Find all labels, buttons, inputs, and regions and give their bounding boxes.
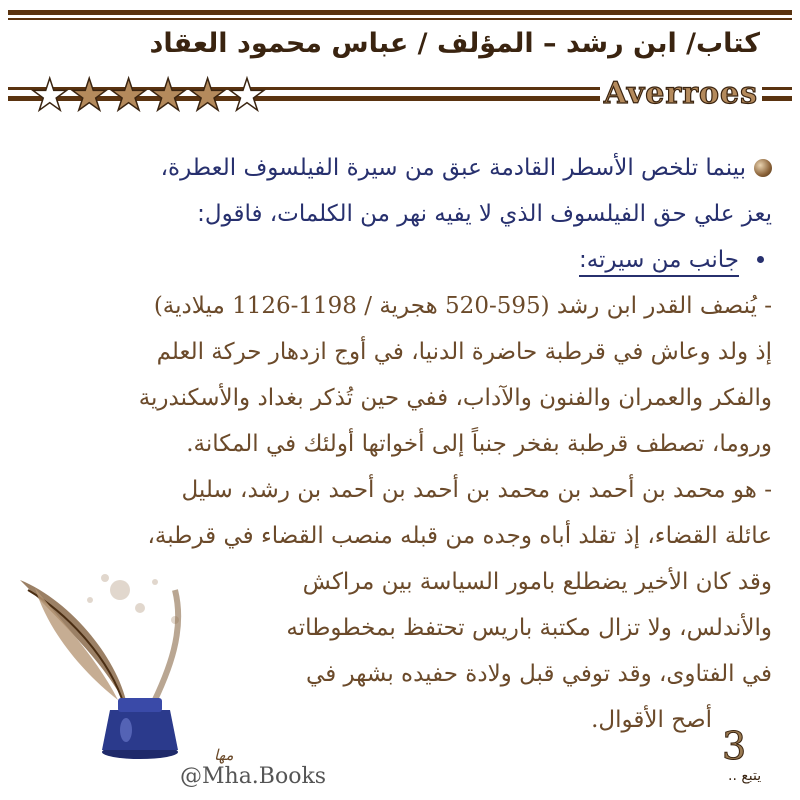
- paragraph-line: في الفتاوى، وقد توفي قبل ولادة حفيده بشهر في: [306, 661, 772, 687]
- author-handle: @Mha.Books: [180, 764, 327, 789]
- paragraph-line: - يُنصف القدر ابن رشد (595-520 هجرية / 1198-1126 ميلادية): [153, 293, 772, 319]
- intro-line: بينما تلخص الأسطر القادمة عبق من سيرة الفيلسوف العطرة،: [20, 145, 772, 191]
- rating-stars: [30, 70, 267, 121]
- paragraph-line: أصح الأقوال.: [591, 707, 712, 733]
- top-rule: [8, 10, 792, 15]
- bullet-bead-icon: [754, 159, 772, 177]
- signature: مها: [214, 746, 234, 764]
- paragraph-line: إذ ولد وعاش في قرطبة حاضرة الدنيا، في أوج ازدهار حركة العلم: [156, 339, 772, 365]
- brand-wordmark: Averroes: [600, 76, 762, 111]
- star-icon: ★: [148, 70, 188, 121]
- star-icon: ★: [30, 70, 70, 121]
- star-icon: ★: [69, 70, 109, 121]
- quill-inkwell-icon: [0, 560, 240, 760]
- bullet-icon: [757, 256, 764, 263]
- paragraph-line: والفكر والعمران والفنون والآداب، ففي حين تُذكر بغداد والأسكندرية: [138, 385, 772, 411]
- paragraph-line: وروما، تصطف قرطبة بفخر جنباً إلى أخواتها أولئك في المكانة.: [186, 431, 772, 457]
- top-rule-thin: [8, 18, 792, 20]
- page-number: 3: [722, 724, 747, 768]
- star-icon: ★: [187, 70, 228, 121]
- paragraph-line: - هو محمد بن أحمد بن محمد بن أحمد بن أحمد بن رشد، سليل: [181, 477, 772, 503]
- continued-label: يتبع ..: [728, 768, 762, 784]
- paragraph-line: عائلة القضاء، إذ تقلد أباه وجده من قبله منصب القضاء في قرطبة،: [147, 523, 772, 549]
- star-icon: ★: [108, 70, 149, 121]
- paragraph-line: وقد كان الأخير يضطلع بامور السياسة بين مراكش: [302, 569, 772, 595]
- star-icon: ★: [227, 70, 267, 121]
- paragraph-line: والأندلس، ولا تزال مكتبة باريس تحتفظ بمخطوطاته: [286, 615, 772, 641]
- intro-line: يعز علي حق الفيلسوف الذي لا يفيه نهر من الكلمات، فاقول:: [197, 201, 772, 227]
- page-title: كتاب/ ابن رشد – المؤلف / عباس محمود العقاد: [149, 28, 760, 59]
- section-heading: جانب من سيرته:: [20, 237, 772, 283]
